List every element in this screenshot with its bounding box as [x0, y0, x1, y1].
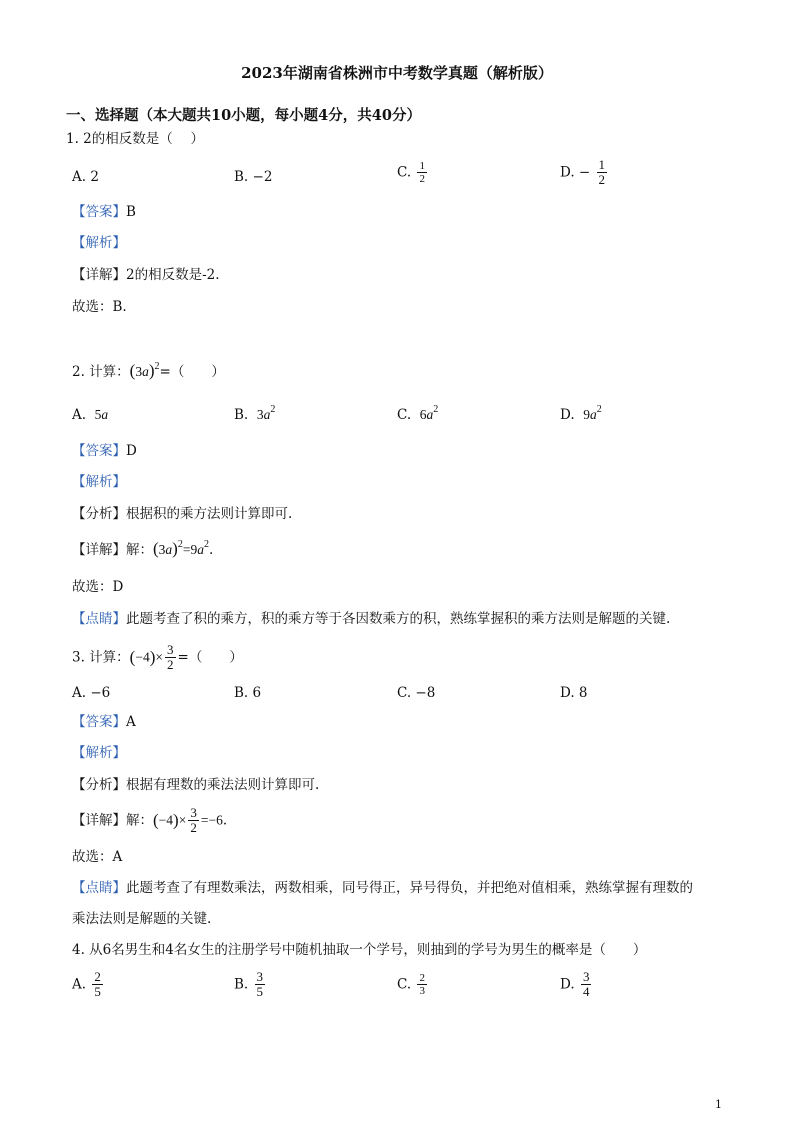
q1-stem: 1. 2的相反数是（ ） — [66, 131, 205, 147]
q2-option-b: B. $3a^2$ — [234, 404, 276, 423]
q3-option-c: C. −8 — [397, 685, 436, 701]
q1-analysis-label: 【解析】 — [72, 235, 126, 251]
q2-option-a: A. 5a — [72, 407, 109, 423]
q3-choose: 故选：A — [72, 849, 123, 865]
section-heading: 一、选择题（本大题共10小题，每小题4分，共40分） — [66, 107, 421, 124]
q3-comment-line1: 【点睛】此题考查了有理数乘法，两数相乘，同号得正，异号得负，并把绝对值相乘，熟练掌握有理数的 — [72, 880, 693, 896]
q4-stem: 4. 从6名男生和4名女生的注册学号中随机抽取一个学号，则抽到的学号为男生的概率是（ ） — [72, 942, 647, 958]
page-number: 1 — [715, 1098, 722, 1111]
q2-fenxi: 【分析】根据积的乘方法则计算即可. — [72, 506, 293, 522]
q3-stem: 3. 计算：(−4)× $\frac{3}{2}$ =（ ） — [72, 642, 243, 672]
q2-stem: 2. 计算：$(3a)^2=$（ ） — [72, 361, 225, 380]
q3-fenxi: 【分析】根据有理数的乘法法则计算即可. — [72, 777, 320, 793]
q3-comment-line2: 乘法法则是解题的关键. — [72, 911, 212, 927]
q2-analysis-label: 【解析】 — [72, 474, 126, 490]
document-title: 2023年湖南省株洲市中考数学真题（解析版） — [241, 64, 553, 82]
q2-detail: 【详解】解：$(3a)^2=9a^2$. — [72, 539, 214, 558]
q1-option-b: B. −2 — [234, 169, 273, 185]
q1-option-a: A. 2 — [72, 169, 99, 185]
q1-option-c: C. $\frac{1}{2}$ — [397, 160, 425, 185]
q2-option-d: D. $9a^2$ — [560, 404, 602, 423]
q2-option-c: C. $6a^2$ — [397, 404, 439, 423]
q1-option-d: D. − $\frac{1}{2}$ — [560, 157, 606, 187]
q1-detail: 【详解】2的相反数是-2. — [72, 267, 220, 283]
q4-option-b: B. $\frac{3}{5}$ — [234, 969, 264, 999]
q3-option-a: A. −6 — [72, 685, 111, 701]
q1-d-fraction: $\frac{1}{2}$ — [598, 157, 606, 187]
q1-choose: 故选：B. — [72, 299, 127, 315]
q2-choose: 故选：D — [72, 579, 124, 595]
q3-detail: 【详解】解：(−4)× $\frac{3}{2}$ =−6. — [72, 805, 228, 835]
q4-option-d: D. $\frac{3}{4}$ — [560, 969, 590, 999]
q4-option-a: A. $\frac{2}{5}$ — [72, 969, 101, 999]
q3-analysis-label: 【解析】 — [72, 745, 126, 761]
q1-answer: 【答案】B — [72, 204, 136, 220]
q3-option-b: B. 6 — [234, 685, 262, 701]
q3-option-d: D. 8 — [560, 685, 588, 701]
q1-c-fraction: $\frac{1}{2}$ — [419, 160, 425, 185]
q3-answer: 【答案】A — [72, 714, 136, 730]
q2-comment: 【点睛】此题考查了积的乘方，积的乘方等于各因数乘方的积，熟练掌握积的乘方法则是解题的关键. — [72, 611, 671, 627]
q4-option-c: C. $\frac{2}{3}$ — [397, 972, 425, 997]
q2-answer: 【答案】D — [72, 443, 137, 459]
